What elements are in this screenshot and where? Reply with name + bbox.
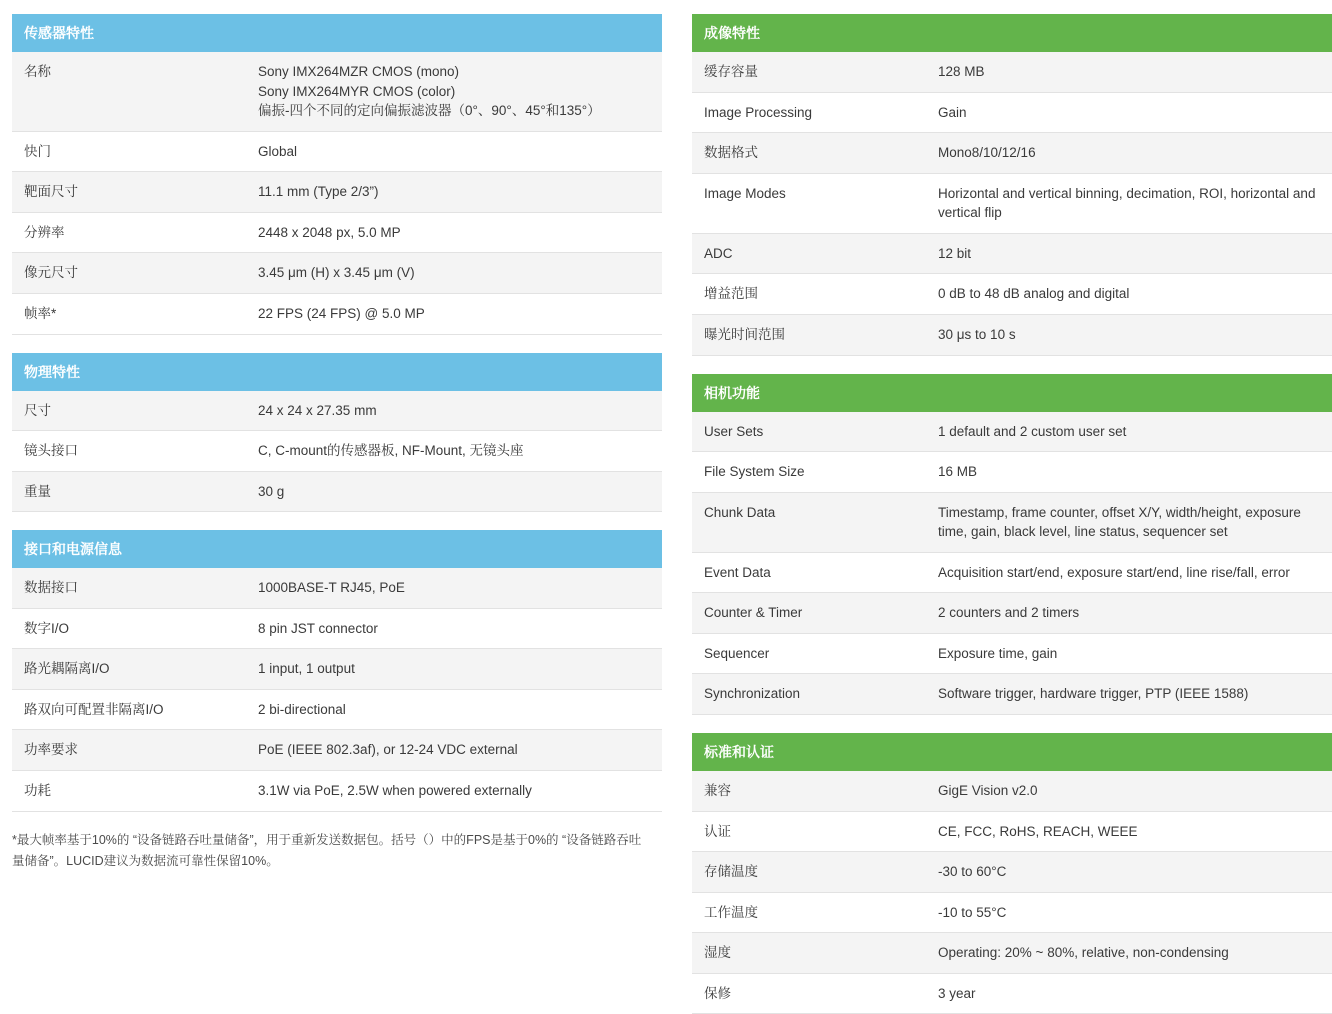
row-label-item: 功耗 — [12, 771, 246, 812]
table-row — [692, 233, 1332, 274]
row-value-counter-timer — [926, 593, 1332, 634]
table-row — [692, 811, 1332, 852]
row-value-item — [926, 133, 1332, 174]
row-value-user-sets — [926, 412, 1332, 452]
row-value-item — [926, 852, 1332, 893]
row-label-item: 认证 — [692, 811, 926, 852]
row-label-item: 靶面尺寸 — [12, 172, 246, 213]
value-line: Timestamp, frame counter, offset X/Y, width/height, exposure time, gain, black level, line status, sequencer set — [938, 504, 1301, 540]
table-row — [12, 172, 662, 213]
table-row — [692, 173, 1332, 233]
row-value-sequencer — [926, 633, 1332, 674]
row-value-file-system-size — [926, 452, 1332, 493]
row-label-item: 缓存容量 — [692, 52, 926, 92]
table-row — [692, 314, 1332, 355]
table-row — [12, 771, 662, 812]
table-row — [12, 689, 662, 730]
row-label-item: 保修 — [692, 973, 926, 1014]
row-value-item — [926, 811, 1332, 852]
row-label-item: 增益范围 — [692, 274, 926, 315]
row-value-item — [246, 293, 662, 334]
spec-table-item — [12, 353, 662, 513]
value-line: Global — [258, 143, 298, 159]
row-value-item — [246, 52, 662, 131]
row-value-chunk-data — [926, 492, 1332, 552]
row-label-item: 功率要求 — [12, 730, 246, 771]
value-line: Acquisition start/end, exposure start/end, line rise/fall, error — [938, 564, 1290, 580]
row-label-chunk-data: Chunk Data — [692, 492, 926, 552]
table-row — [12, 131, 662, 172]
table-row — [12, 52, 662, 131]
row-value-item — [246, 172, 662, 213]
table-row — [12, 293, 662, 334]
row-label-i-o: 路光耦隔离I/O — [12, 649, 246, 690]
value-line: 11.1 mm (Type 2/3”) — [258, 184, 379, 200]
table-row — [692, 852, 1332, 893]
row-value-image-processing — [926, 92, 1332, 133]
row-label-event-data: Event Data — [692, 552, 926, 593]
row-label-item: 数据接口 — [12, 568, 246, 608]
row-label-item: 兼容 — [692, 771, 926, 811]
right-column — [692, 14, 1332, 1001]
value-line: -10 to 55°C — [938, 904, 1007, 920]
row-label-item: 名称 — [12, 52, 246, 131]
row-label-item: 分辨率 — [12, 212, 246, 253]
row-label-item: 湿度 — [692, 933, 926, 974]
row-value-item — [246, 131, 662, 172]
row-label-item: 重量 — [12, 471, 246, 512]
spec-table-item — [12, 530, 662, 811]
value-line: 1 input, 1 output — [258, 661, 355, 677]
row-value-item — [926, 973, 1332, 1014]
value-line: 8 pin JST connector — [258, 620, 378, 636]
row-label-item: 像元尺寸 — [12, 253, 246, 294]
table-row — [692, 92, 1332, 133]
row-value-item — [926, 274, 1332, 315]
value-line: PoE (IEEE 802.3af), or 12-24 VDC external — [258, 742, 518, 758]
value-line: Exposure time, gain — [938, 645, 1058, 661]
row-label-item: 数据格式 — [692, 133, 926, 174]
value-line: Gain — [938, 104, 967, 120]
row-value-i-o — [246, 649, 662, 690]
table-row — [692, 552, 1332, 593]
row-value-i-o — [246, 689, 662, 730]
row-label-file-system-size: File System Size — [692, 452, 926, 493]
table-row — [692, 633, 1332, 674]
row-value-image-modes — [926, 173, 1332, 233]
table-row — [692, 593, 1332, 634]
row-value-item — [246, 253, 662, 294]
left-column — [12, 14, 662, 964]
value-line: 1000BASE-T RJ45, PoE — [258, 580, 405, 596]
table-row — [692, 412, 1332, 452]
value-line: 3.1W via PoE, 2.5W when powered externally — [258, 783, 532, 798]
row-label-user-sets: User Sets — [692, 412, 926, 452]
table-row — [12, 568, 662, 608]
spec-table-title: 标准和认证 — [692, 733, 1332, 771]
row-label-adc: ADC — [692, 233, 926, 274]
spec-table-title: 传感器特性 — [12, 14, 662, 52]
value-line: -30 to 60°C — [938, 864, 1007, 880]
value-line: Sony IMX264MZR CMOS (mono) — [258, 64, 460, 79]
table-row — [692, 933, 1332, 974]
value-line: 22 FPS (24 FPS) @ 5.0 MP — [258, 305, 425, 321]
table-row — [12, 431, 662, 472]
row-label-item: 曝光时间范围 — [692, 314, 926, 355]
row-label-item: 帧率* — [12, 293, 246, 334]
table-row — [12, 608, 662, 649]
table-row — [692, 133, 1332, 174]
table-row — [12, 212, 662, 253]
spec-table-item — [12, 14, 662, 335]
row-label-item: 镜头接口 — [12, 431, 246, 472]
row-value-item — [926, 52, 1332, 92]
value-line: GigE Vision v2.0 — [938, 783, 1038, 798]
value-line: Software trigger, hardware trigger, PTP (IEEE 1588) — [938, 686, 1249, 702]
table-row — [12, 471, 662, 512]
spec-table-title: 接口和电源信息 — [12, 530, 662, 568]
row-label-item: 快门 — [12, 131, 246, 172]
table-row — [692, 492, 1332, 552]
row-label-image-processing: Image Processing — [692, 92, 926, 133]
value-line: Horizontal and vertical binning, decimation, ROI, horizontal and vertical flip — [938, 185, 1316, 221]
value-line: Mono8/10/12/16 — [938, 145, 1036, 161]
table-row — [692, 771, 1332, 811]
row-value-item — [246, 391, 662, 431]
row-value-adc — [926, 233, 1332, 274]
table-row — [692, 674, 1332, 715]
row-value-item — [246, 771, 662, 812]
value-line: 128 MB — [938, 64, 985, 79]
row-value-item — [926, 892, 1332, 933]
row-label-image-modes: Image Modes — [692, 173, 926, 233]
row-value-item — [246, 568, 662, 608]
table-row — [12, 730, 662, 771]
row-label-item: 尺寸 — [12, 391, 246, 431]
value-line: 2 counters and 2 timers — [938, 605, 1080, 621]
value-line: Operating: 20% ~ 80%, relative, non-condensing — [938, 945, 1229, 961]
row-label-i-o: 数字I/O — [12, 608, 246, 649]
spec-table-title: 物理特性 — [12, 353, 662, 391]
row-value-event-data — [926, 552, 1332, 593]
value-line: 2448 x 2048 px, 5.0 MP — [258, 224, 401, 240]
table-row — [12, 649, 662, 690]
row-value-item — [246, 471, 662, 512]
value-line: 2 bi-directional — [258, 701, 346, 717]
table-row — [692, 892, 1332, 933]
table-row — [12, 253, 662, 294]
footnote: *最大帧率基于10%的 “设备链路吞吐量储备”，用于重新发送数据包。括号（）中的FPS是基于0%的 “设备链路吞吐量储备”。LUCID建议为数据流可靠性保留10%。 — [12, 832, 642, 869]
value-line: CE, FCC, RoHS, REACH, WEEE — [938, 823, 1138, 839]
row-label-item: 工作温度 — [692, 892, 926, 933]
value-line: 3.45 μm (H) x 3.45 μm (V) — [258, 265, 415, 281]
row-label-i-o: 路双向可配置非隔离I/O — [12, 689, 246, 730]
spec-table-item — [692, 14, 1332, 356]
row-value-i-o — [246, 608, 662, 649]
row-label-sequencer: Sequencer — [692, 633, 926, 674]
row-value-item — [926, 771, 1332, 811]
value-line: 24 x 24 x 27.35 mm — [258, 402, 377, 418]
spec-table-title: 成像特性 — [692, 14, 1332, 52]
value-line: 0 dB to 48 dB analog and digital — [938, 286, 1130, 302]
row-value-item — [926, 933, 1332, 974]
value-line: 1 default and 2 custom user set — [938, 423, 1127, 439]
spec-table-item — [692, 733, 1332, 1014]
row-value-item — [246, 730, 662, 771]
row-label-counter-timer: Counter & Timer — [692, 593, 926, 634]
row-label-item: 存储温度 — [692, 852, 926, 893]
spec-table-item — [692, 374, 1332, 716]
table-row — [12, 391, 662, 431]
row-value-item — [246, 431, 662, 472]
table-row — [692, 274, 1332, 315]
value-line: Sony IMX264MYR CMOS (color) — [258, 83, 456, 99]
value-line: 16 MB — [938, 464, 978, 480]
value-line: C, C-mount的传感器板, NF-Mount, 无镜头座 — [258, 443, 524, 459]
table-row — [692, 52, 1332, 92]
table-row — [692, 452, 1332, 493]
row-label-synchronization: Synchronization — [692, 674, 926, 715]
table-row — [692, 973, 1332, 1014]
value-line: 12 bit — [938, 245, 972, 261]
row-value-item — [926, 314, 1332, 355]
spec-table-title: 相机功能 — [692, 374, 1332, 412]
value-line: 3 year — [938, 985, 976, 1001]
value-line: 30 μs to 10 s — [938, 326, 1016, 342]
value-line: 30 g — [258, 483, 285, 499]
row-value-item — [246, 212, 662, 253]
value-line: 偏振-四个不同的定向偏振滤波器（0°、90°、45°和135°） — [258, 103, 601, 119]
row-value-synchronization — [926, 674, 1332, 715]
